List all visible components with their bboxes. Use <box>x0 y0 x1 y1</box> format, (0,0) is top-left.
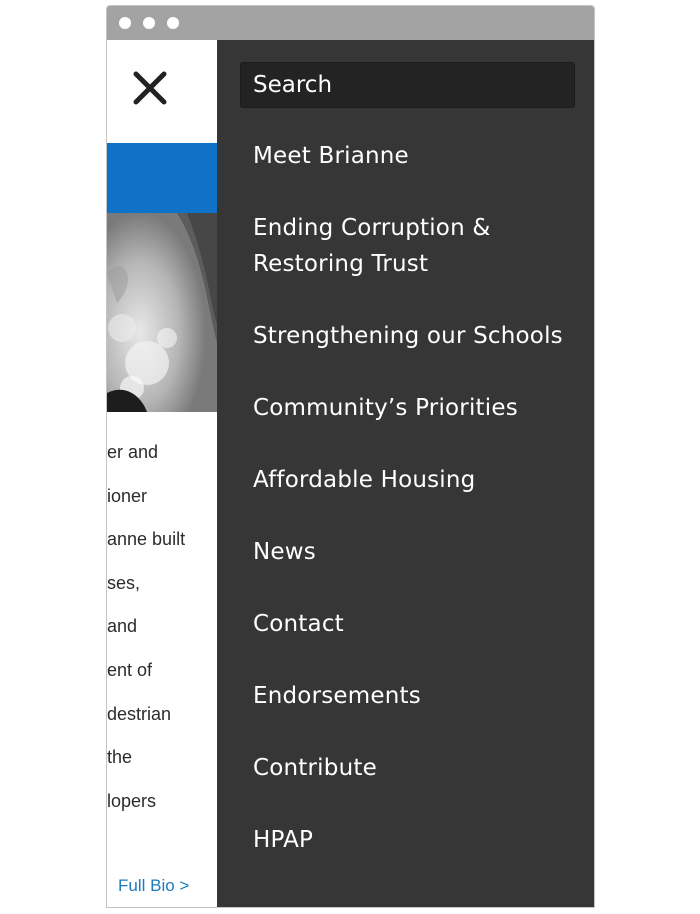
window-titlebar <box>107 6 594 40</box>
window-minimize-dot-icon[interactable] <box>143 17 155 29</box>
bio-line: er and <box>107 442 159 462</box>
nav-item-hpap[interactable]: HPAP <box>253 827 314 853</box>
hero-banner <box>107 143 217 213</box>
bio-line: ses, <box>107 572 141 593</box>
bio-line: anne built <box>107 529 186 550</box>
nav-item-meet-brianne[interactable]: Meet Brianne <box>253 143 409 169</box>
bio-line: the <box>107 747 133 768</box>
full-bio-link[interactable]: Full Bio > <box>118 876 190 895</box>
search-input[interactable] <box>240 62 575 108</box>
nav-item-strengthening-schools[interactable]: Strengthening our Schools <box>253 323 563 349</box>
page-content <box>107 40 217 908</box>
candidate-photo <box>107 213 217 412</box>
bio-line: ioner <box>107 485 148 506</box>
bio-line: and <box>107 616 138 637</box>
bio-line: lopers <box>107 790 157 811</box>
nav-item-endorsements[interactable]: Endorsements <box>253 683 421 709</box>
nav-item-affordable-housing[interactable]: Affordable Housing <box>253 467 476 493</box>
nav-drawer <box>217 40 595 908</box>
window-maximize-dot-icon[interactable] <box>167 17 179 29</box>
nav-item-news[interactable]: News <box>253 539 316 565</box>
nav-item-community-priorities[interactable]: Community’s Priorities <box>253 395 518 421</box>
nav-item-ending-corruption[interactable]: Ending Corruption & Restoring Trust <box>253 215 491 277</box>
bio-text <box>107 440 217 832</box>
browser-window <box>106 5 595 908</box>
nav-item-contribute[interactable]: Contribute <box>253 755 377 781</box>
nav-menu <box>253 138 583 894</box>
close-icon <box>132 70 168 106</box>
bio-line: destrian <box>107 703 172 724</box>
close-menu-button[interactable] <box>132 70 168 106</box>
nav-item-contact[interactable]: Contact <box>253 611 344 637</box>
window-close-dot-icon[interactable] <box>119 17 131 29</box>
bio-line: ent of <box>107 659 153 680</box>
